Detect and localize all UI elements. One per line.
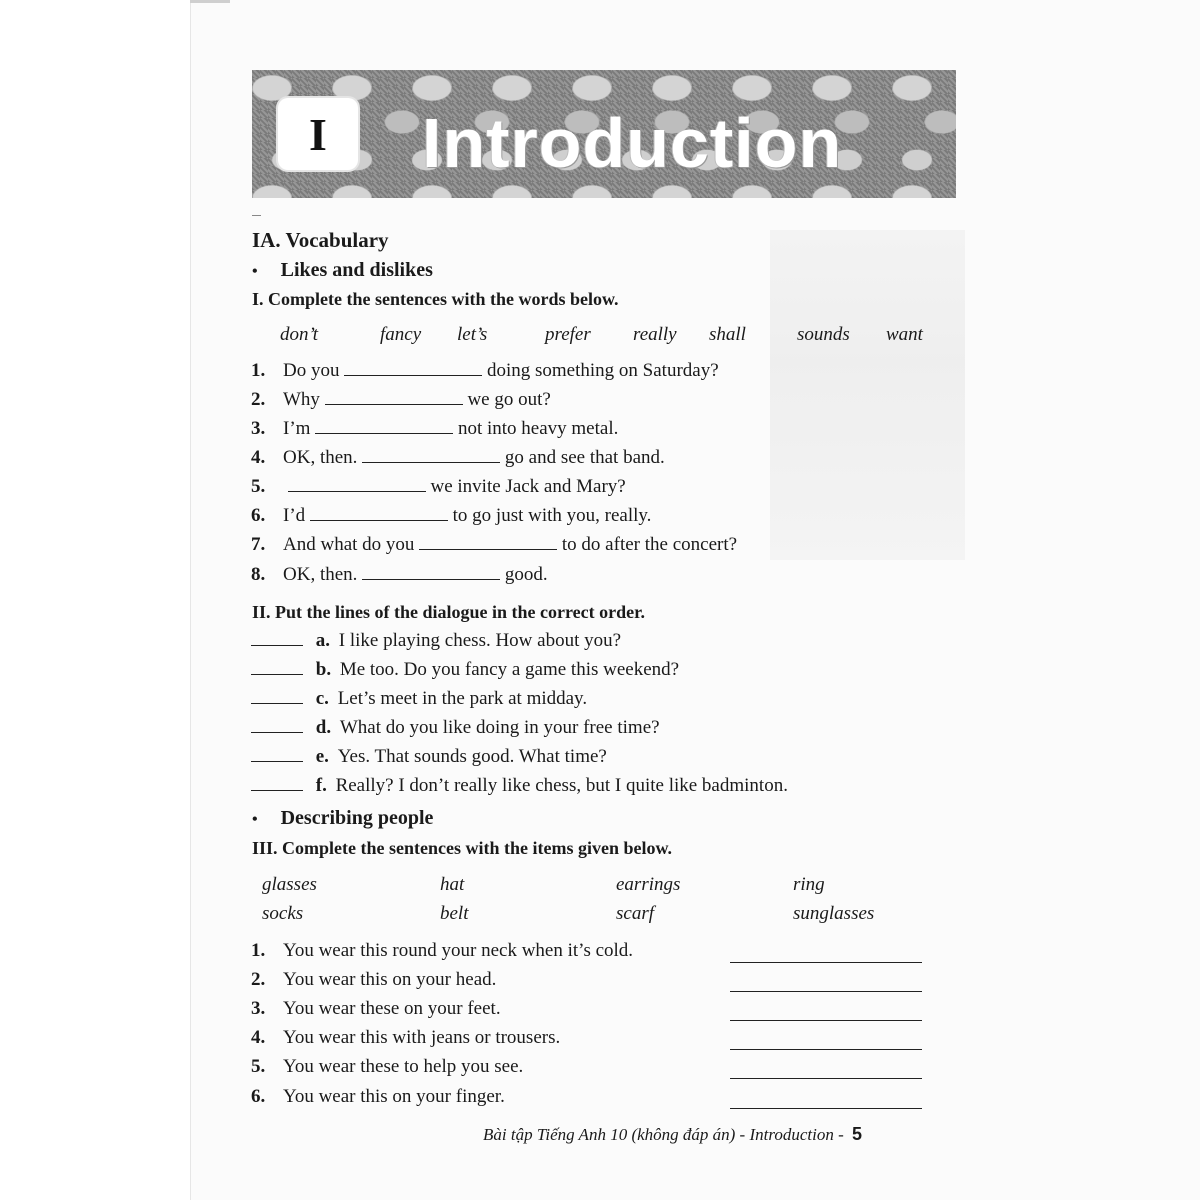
word-bank-item: sunglasses bbox=[793, 903, 875, 924]
word-bank-item: let’s bbox=[457, 324, 488, 345]
exercise-1-item: 7. And what do you to do after the concert? bbox=[251, 534, 738, 555]
exercise-1-item: 4. OK, then. go and see that band. bbox=[251, 447, 665, 468]
exercise-3-item: 1. You wear this round your neck when it’s cold. bbox=[251, 940, 634, 961]
answer-blank[interactable] bbox=[325, 390, 463, 405]
word-bank-item: earrings bbox=[616, 874, 681, 895]
word-bank-item: socks bbox=[262, 903, 304, 924]
exercise-1-item: 5. we invite Jack and Mary? bbox=[251, 476, 626, 497]
answer-blank[interactable] bbox=[362, 448, 500, 463]
unit-banner bbox=[252, 70, 956, 198]
word-bank-item: belt bbox=[440, 903, 469, 924]
answer-line[interactable] bbox=[730, 991, 922, 992]
exercise-3-item: 5. You wear these to help you see. bbox=[251, 1056, 524, 1077]
word-bank-item: really bbox=[633, 324, 677, 345]
exercise-3-title: III. Complete the sentences with the items given below. bbox=[252, 838, 672, 858]
word-bank-item: sounds bbox=[797, 324, 850, 345]
footer-text: Bài tập Tiếng Anh 10 (không đáp án) - Introduction - bbox=[483, 1125, 844, 1144]
word-bank-item: shall bbox=[709, 324, 746, 345]
answer-line[interactable] bbox=[730, 1020, 922, 1021]
exercise-2-item: d. What do you like doing in your free time? bbox=[251, 717, 660, 739]
word-bank-item: don’t bbox=[280, 324, 318, 345]
answer-blank[interactable] bbox=[288, 477, 426, 492]
page-number: 5 bbox=[852, 1124, 863, 1144]
order-blank[interactable] bbox=[251, 631, 303, 646]
subheading-describing bbox=[252, 807, 433, 830]
order-blank[interactable] bbox=[251, 747, 303, 762]
divider-dash bbox=[252, 215, 261, 216]
exercise-2-item: b. Me too. Do you fancy a game this weekend? bbox=[251, 659, 679, 681]
order-blank[interactable] bbox=[251, 718, 303, 733]
subheading-likes-label: Likes and dislikes bbox=[280, 259, 433, 281]
bullet-icon: • bbox=[252, 263, 258, 280]
answer-line[interactable] bbox=[730, 962, 922, 963]
bullet-icon: • bbox=[252, 811, 258, 828]
subheading-describing-label: Describing people bbox=[280, 807, 434, 829]
unit-title: Introduction bbox=[422, 104, 843, 182]
subheading-likes bbox=[252, 259, 433, 282]
exercise-2-title: II. Put the lines of the dialogue in the correct order. bbox=[252, 602, 645, 622]
word-bank-item: scarf bbox=[616, 903, 654, 924]
exercise-3-item: 4. You wear this with jeans or trousers. bbox=[251, 1027, 561, 1048]
answer-blank[interactable] bbox=[362, 565, 500, 580]
word-bank-item: prefer bbox=[545, 324, 591, 345]
answer-blank[interactable] bbox=[315, 419, 453, 434]
exercise-1-item: 3. I’m not into heavy metal. bbox=[251, 418, 619, 439]
exercise-3-word-bank bbox=[262, 874, 962, 928]
exercise-3-item: 2. You wear this on your head. bbox=[251, 969, 497, 990]
word-bank-item: fancy bbox=[380, 324, 422, 345]
answer-blank[interactable] bbox=[310, 506, 448, 521]
order-blank[interactable] bbox=[251, 689, 303, 704]
exercise-1-item: 1. Do you doing something on Saturday? bbox=[251, 360, 719, 381]
answer-blank[interactable] bbox=[419, 535, 557, 550]
order-blank[interactable] bbox=[251, 776, 303, 791]
exercise-2-item: c. Let’s meet in the park at midday. bbox=[251, 688, 587, 710]
unit-number-box: I bbox=[278, 98, 358, 170]
exercise-1-title: I. Complete the sentences with the words below. bbox=[252, 289, 619, 309]
word-bank-item: want bbox=[886, 324, 923, 345]
answer-blank[interactable] bbox=[344, 361, 482, 376]
exercise-1-item: 2. Why we go out? bbox=[251, 389, 551, 410]
answer-line[interactable] bbox=[730, 1049, 922, 1050]
exercise-2-item: e. Yes. That sounds good. What time? bbox=[251, 746, 607, 768]
word-bank-item: hat bbox=[440, 874, 465, 895]
page-top-edge bbox=[190, 0, 230, 3]
exercise-1-item: 6. I’d to go just with you, really. bbox=[251, 505, 652, 526]
exercise-2-item: a. I like playing chess. How about you? bbox=[251, 630, 621, 652]
exercise-3-item: 3. You wear these on your feet. bbox=[251, 998, 501, 1019]
exercise-1-word-bank bbox=[280, 324, 960, 348]
answer-line[interactable] bbox=[730, 1108, 922, 1109]
exercise-1-item: 8. OK, then. good. bbox=[251, 564, 548, 585]
order-blank[interactable] bbox=[251, 660, 303, 675]
page-footer bbox=[483, 1124, 862, 1145]
exercise-3-item: 6. You wear this on your finger. bbox=[251, 1086, 505, 1107]
answer-line[interactable] bbox=[730, 1078, 922, 1079]
word-bank-item: ring bbox=[793, 874, 825, 895]
word-bank-item: glasses bbox=[262, 874, 317, 895]
exercise-2-item: f. Really? I don’t really like chess, but I quite like badminton. bbox=[251, 775, 788, 797]
section-heading-vocabulary: IA. Vocabulary bbox=[252, 228, 389, 252]
bleed-through-shadow bbox=[770, 230, 965, 560]
